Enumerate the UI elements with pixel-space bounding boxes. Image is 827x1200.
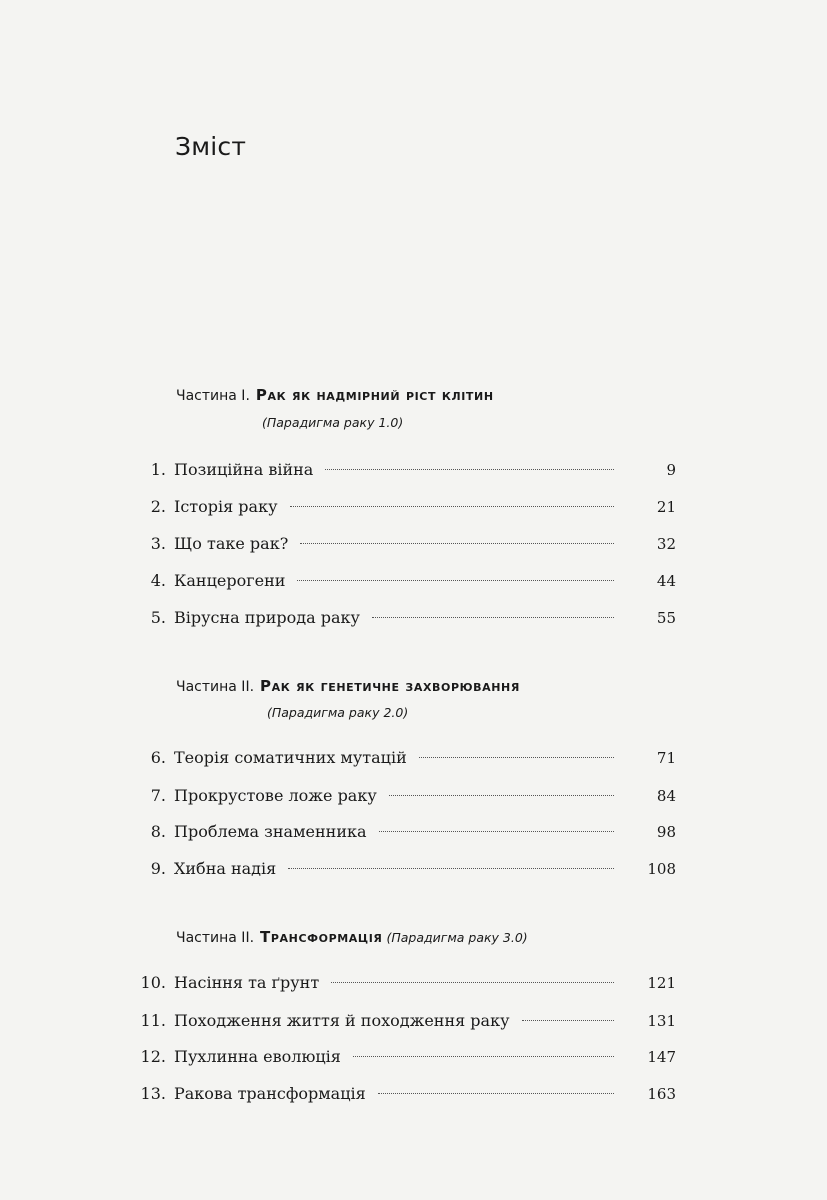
chapter-title: Прокрустове ложе раку <box>174 786 377 805</box>
dot-leader <box>325 469 614 470</box>
chapter-number: 11. <box>140 1011 166 1030</box>
part-2-paradigm: (Парадигма раку 2.0) <box>267 705 409 720</box>
dot-leader <box>372 617 614 618</box>
part-3-heading <box>176 928 528 946</box>
chapter-page: 108 <box>647 860 676 878</box>
toc-entry-9[interactable] <box>136 859 676 883</box>
dot-leader <box>522 1020 615 1021</box>
chapter-number: 2. <box>150 497 166 516</box>
chapter-number: 9. <box>150 859 166 878</box>
part-2-label: Частина II. <box>176 679 255 695</box>
chapter-page: 163 <box>647 1085 676 1103</box>
chapter-number: 4. <box>150 571 166 590</box>
chapter-page: 32 <box>656 535 676 553</box>
toc-entry-11[interactable] <box>136 1011 676 1035</box>
toc-entry-2[interactable] <box>136 497 676 521</box>
chapter-number: 8. <box>150 822 166 841</box>
chapter-title: Канцерогени <box>174 571 286 590</box>
chapter-page: 131 <box>647 1012 676 1030</box>
dot-leader <box>331 982 614 983</box>
toc-entry-4[interactable] <box>136 571 676 595</box>
part-1-heading <box>176 386 494 404</box>
dot-leader <box>419 757 614 758</box>
chapter-page: 44 <box>656 572 676 590</box>
part-3-paradigm: (Парадигма раку 3.0) <box>386 930 528 945</box>
toc-entry-7[interactable] <box>136 786 676 810</box>
chapter-title: Пухлинна еволюція <box>174 1047 341 1066</box>
part-2-title: Рак як генетичне захворювання <box>260 677 520 695</box>
chapter-title: Походження життя й походження раку <box>174 1011 510 1030</box>
chapter-page: 98 <box>656 823 676 841</box>
toc-entry-13[interactable] <box>136 1084 676 1108</box>
part-3-title: Трансформація <box>260 928 383 946</box>
dot-leader <box>353 1056 614 1057</box>
chapter-title: Вірусна природа раку <box>174 608 360 627</box>
dot-leader <box>288 868 614 869</box>
chapter-page: 71 <box>656 749 676 767</box>
toc-entry-12[interactable] <box>136 1047 676 1071</box>
chapter-page: 9 <box>666 461 676 479</box>
dot-leader <box>300 543 614 544</box>
chapter-number: 12. <box>140 1047 166 1066</box>
chapter-page: 84 <box>656 787 676 805</box>
chapter-number: 10. <box>140 973 166 992</box>
chapter-title: Теорія соматичних мутацій <box>174 748 407 767</box>
part-1-title: Рак як надмірний ріст клітин <box>255 386 494 404</box>
toc-entry-5[interactable] <box>136 608 676 632</box>
chapter-number: 13. <box>140 1084 166 1103</box>
chapter-title: Позиційна війна <box>174 460 314 479</box>
toc-entry-3[interactable] <box>136 534 676 558</box>
part-2-heading <box>176 677 520 695</box>
part-1-paradigm: (Парадигма раку 1.0) <box>262 415 404 430</box>
chapter-title: Проблема знаменника <box>174 822 367 841</box>
toc-entry-8[interactable] <box>136 822 676 846</box>
dot-leader <box>389 795 614 796</box>
chapter-number: 1. <box>150 460 166 479</box>
chapter-number: 6. <box>150 748 166 767</box>
page-title: Зміст <box>175 132 247 161</box>
chapter-number: 7. <box>150 786 166 805</box>
dot-leader <box>378 1093 614 1094</box>
dot-leader <box>297 580 614 581</box>
chapter-page: 55 <box>656 609 676 627</box>
chapter-page: 21 <box>656 498 676 516</box>
part-3-label: Частина II. <box>176 930 255 946</box>
chapter-page: 147 <box>647 1048 676 1066</box>
chapter-title: Насіння та ґрунт <box>174 973 320 992</box>
chapter-title: Хибна надія <box>174 859 277 878</box>
chapter-page: 121 <box>647 974 676 992</box>
dot-leader <box>290 506 615 507</box>
toc-entry-6[interactable] <box>136 748 676 772</box>
chapter-title: Ракова трансформація <box>174 1084 366 1103</box>
toc-entry-10[interactable] <box>136 973 676 997</box>
chapter-title: Що таке рак? <box>174 534 289 553</box>
chapter-title: Історія раку <box>174 497 278 516</box>
dot-leader <box>379 831 614 832</box>
chapter-number: 5. <box>150 608 166 627</box>
toc-entry-1[interactable] <box>136 460 676 484</box>
chapter-number: 3. <box>150 534 166 553</box>
part-1-label: Частина I. <box>176 388 250 404</box>
